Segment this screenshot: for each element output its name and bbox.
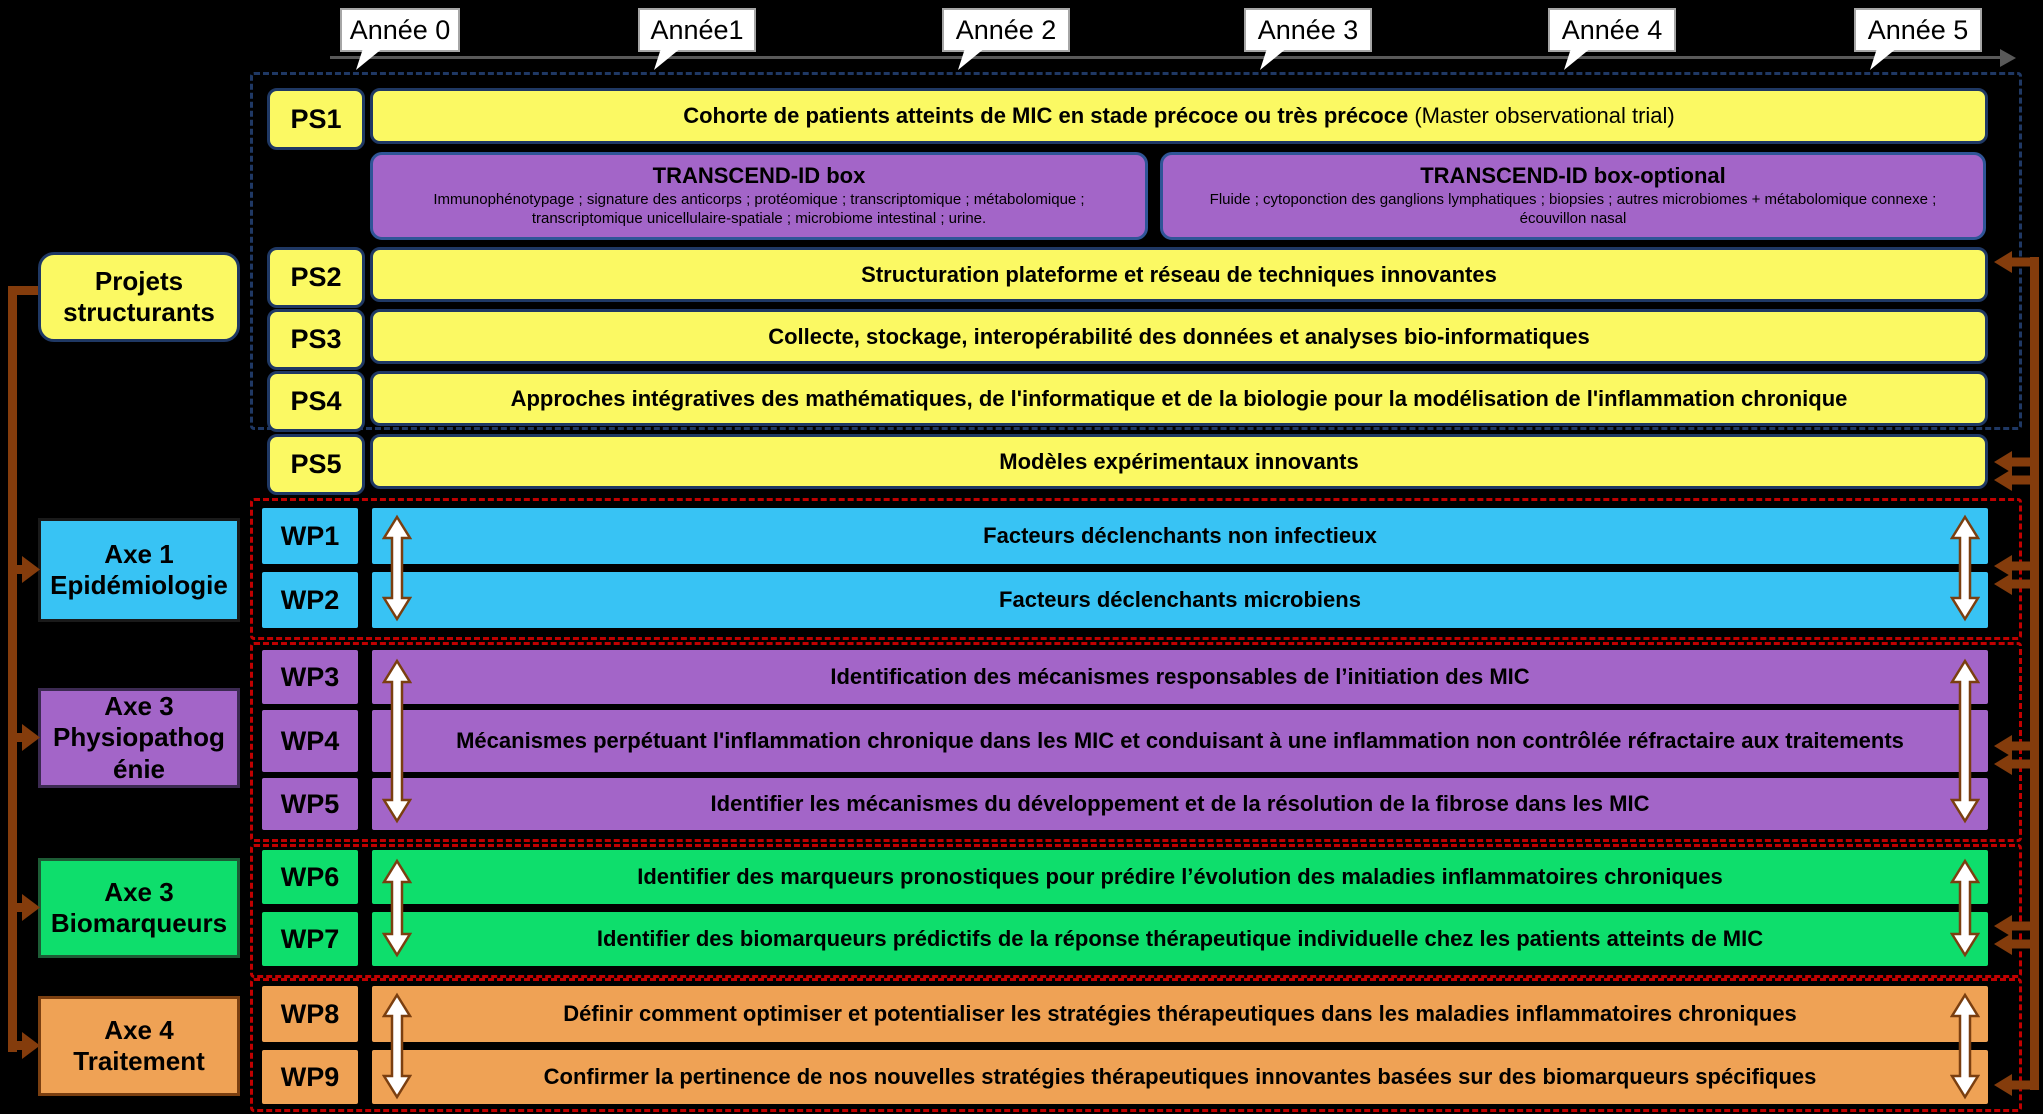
wp2-bar [372,572,1988,628]
callout-tail-icon [1564,50,1600,70]
year-callout-5 [1854,8,1982,52]
double-arrow-physio-right-icon [1950,658,1980,824]
year-label: Année 5 [1867,14,1969,45]
row-text: Identifier des marqueurs pronostiques pour prédire l’évolution des maladies inflammatoires chroniques [637,864,1723,890]
ps5-label [267,434,365,495]
wp6-bar [372,850,1988,904]
row-label: WP6 [280,861,340,892]
sidebar-label: Axe 4 Traitement [73,1014,205,1076]
row-label: PS1 [290,103,342,134]
wp3-label [262,650,358,704]
row-label: WP5 [280,788,340,819]
year-label: Année 0 [349,14,451,45]
double-arrow-axe1-left-icon [382,514,412,622]
wp9-bar [372,1050,1988,1104]
wp8-bar [372,986,1988,1042]
transcend-box-body: Immunophénotypage ; signature des anticorps ; protéomique ; transcriptomique ; métabolomique ; transcriptomique unicellulaire-spatiale ; microbiome intestinal ; urine. [433,190,1085,228]
ps3-bar [370,309,1988,364]
row-text: Modèles expérimentaux innovants [999,448,1359,474]
row-text: Identifier des biomarqueurs prédictifs de la réponse thérapeutique individuelle chez les patients atteints de MIC [596,926,1764,952]
wp8-label [262,986,358,1042]
row-label: WP3 [280,661,340,692]
transcend-box-title: TRANSCEND-ID box [652,163,866,189]
wp1-bar [372,508,1988,564]
row-label: PS5 [290,449,342,479]
row-label: WP7 [280,923,340,954]
year-label: Année 3 [1257,14,1359,45]
row-text: Identification des mécanismes responsables de l’initiation des MIC [830,664,1530,690]
row-label: WP9 [280,1061,340,1092]
callout-tail-icon [1260,50,1296,70]
transcend-id-box-optional [1160,152,1986,240]
double-arrow-bio-left-icon [382,858,412,958]
year-callout-0 [340,8,460,52]
ps2-bar [370,247,1988,302]
year-callout-2 [942,8,1070,52]
row-label: PS3 [290,324,342,354]
row-text: Identifier les mécanismes du développement et de la résolution de la fibrose dans les MIC [710,791,1650,817]
wp7-label [262,912,358,966]
ps1-label [267,88,365,150]
ps3-label [267,309,365,370]
year-label: Année 4 [1561,14,1663,45]
wp7-bar [372,912,1988,966]
year-callout-4 [1548,8,1676,52]
sidebar-label: Axe 3 Biomarqueurs [50,876,228,938]
double-arrow-traitement-right-icon [1950,992,1980,1100]
double-arrow-bio-right-icon [1950,858,1980,958]
row-text: Approches intégratives des mathématiques, de l'informatique et de la biologie pour la modélisation de l'inflammation chronique [510,385,1848,411]
row-label: WP1 [280,520,340,551]
year-label: Année1 [650,14,744,45]
ps4-label [267,371,365,432]
callout-tail-icon [1870,50,1906,70]
ps5-bar [370,434,1988,489]
sidebar-axe3-biomarqueurs [38,858,240,958]
wp5-label [262,778,358,830]
transcend-id-box [370,152,1148,240]
row-text: Définir comment optimiser et potentialiser les stratégies thérapeutiques dans les maladies inflammatoires chroniques [563,1001,1797,1027]
sidebar-label: Axe 1 Epidémiologie [50,538,228,600]
row-label: WP4 [280,725,340,756]
wp4-bar [372,710,1988,772]
row-label: PS4 [290,386,342,416]
sidebar-axe1-epidemiologie [38,518,240,622]
row-label: WP8 [280,998,340,1029]
timeline-axis-line [330,56,2002,59]
callout-tail-icon [356,50,392,70]
row-text: Confirmer la pertinence de nos nouvelles stratégies thérapeutiques innovantes basées sur des biomarqueurs spécifiques [543,1064,1817,1090]
row-text: Facteurs déclenchants non infectieux [983,523,1377,549]
double-arrow-physio-left-icon [382,658,412,824]
row-text-suffix: (Master observational trial) [1408,103,1675,129]
wp1-label [262,508,358,564]
sidebar-axe4-traitement [38,996,240,1096]
wp4-label [262,710,358,772]
row-text: Cohorte de patients atteints de MIC en stade précoce ou très précoce [683,103,1409,129]
wp3-bar [372,650,1988,704]
ps2-label [267,247,365,308]
ps1-bar [370,88,1988,144]
row-label: WP2 [280,584,340,615]
transcend-optional-body: Fluide ; cytoponction des ganglions lymphatiques ; biopsies ; autres microbiomes + métabolomique connexe ; écouvillon nasal [1209,190,1937,228]
row-text: Collecte, stockage, interopérabilité des données et analyses bio-informatiques [768,323,1590,349]
year-label: Année 2 [955,14,1057,45]
wp5-bar [372,778,1988,830]
double-arrow-axe1-right-icon [1950,514,1980,622]
row-label: PS2 [290,262,342,292]
sidebar-projets-structurants [38,252,240,342]
wp9-label [262,1050,358,1104]
wp2-label [262,572,358,628]
transcend-optional-title: TRANSCEND-ID box-optional [1420,163,1726,189]
year-callout-3 [1244,8,1372,52]
row-text: Facteurs déclenchants microbiens [999,587,1361,613]
row-text: Mécanismes perpétuant l'inflammation chronique dans les MIC et conduisant à une inflammation non contrôlée réfractaire aux traitements [456,728,1904,754]
left-connector-arrows-icon [0,280,45,1070]
sidebar-label: Axe 3 Physiopathogénie [53,691,225,784]
right-connector-arrows-icon [1992,230,2043,1110]
wp6-label [262,850,358,904]
ps4-bar [370,371,1988,426]
timeline-axis-arrow-icon [2000,49,2016,67]
callout-tail-icon [654,50,690,70]
callout-tail-icon [958,50,994,70]
sidebar-label: Projets structurants [63,265,215,327]
double-arrow-traitement-left-icon [382,992,412,1100]
row-text: Structuration plateforme et réseau de techniques innovantes [861,261,1497,287]
year-callout-1 [638,8,756,52]
sidebar-axe3-physiopathogenie [38,688,240,788]
